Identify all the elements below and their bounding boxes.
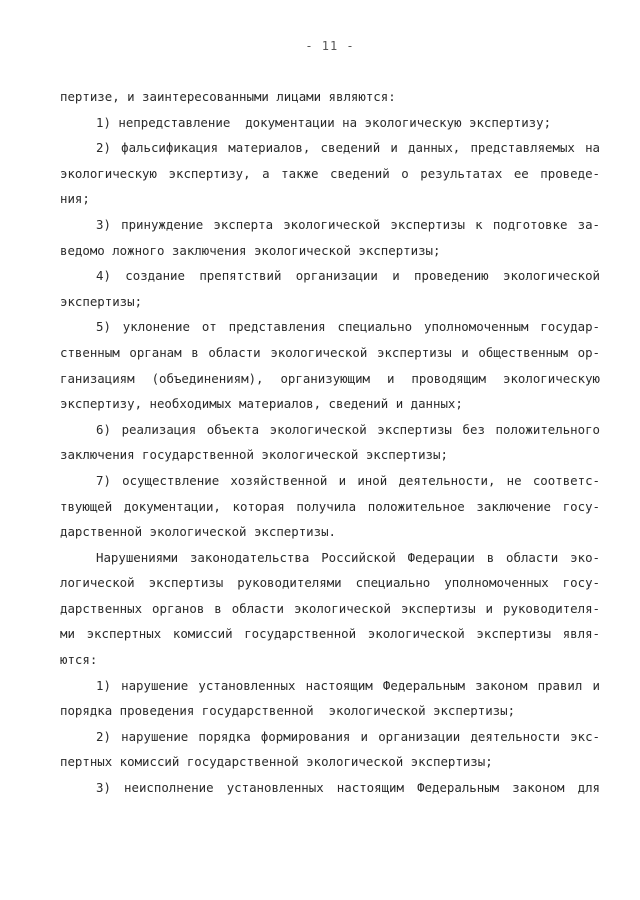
text-line: Нарушениями законодательства Российской Федерации в области эко- — [96, 549, 600, 565]
text-line: пертных комиссий государственной экологической экспертизы; — [60, 754, 493, 770]
text-line: логической экспертизы руководителями специально уполномоченных госу- — [60, 575, 600, 591]
text-line: ственным органам в области экологической экспертизы и общественным ор- — [60, 344, 600, 360]
text-line: ганизациям (объединениям), организующим и проводящим экологическую — [60, 370, 600, 386]
text-line: ются: — [60, 652, 98, 668]
text-line: 2) фальсификация материалов, сведений и данных, представляемых на — [96, 140, 600, 156]
text-line: ния; — [60, 191, 90, 207]
text-line: 5) уклонение от представления специально уполномоченным государ- — [96, 319, 600, 335]
text-line: дарственной экологической экспертизы. — [60, 524, 337, 540]
text-line: 3) неисполнение установленных настоящим Федеральным законом для — [96, 780, 600, 796]
page-number: - 11 - — [305, 39, 355, 53]
text-line: 6) реализация объекта экологической экспертизы без положительного — [96, 421, 600, 437]
text-line: 1) непредставление документации на экологическую экспертизу; — [96, 114, 552, 130]
text-line: экспертизы; — [60, 293, 143, 309]
document-body — [60, 84, 600, 801]
text-line: 7) осуществление хозяйственной и иной деятельности, не соответс- — [96, 472, 600, 488]
text-line: экспертизу, необходимых материалов, сведений и данных; — [60, 396, 463, 412]
text-line: 4) создание препятствий организации и проведению экологической — [96, 268, 600, 284]
text-line: дарственных органов в области экологической экспертизы и руководителя- — [60, 600, 600, 616]
text-line: экологическую экспертизу, а также сведений о результатах ее проведе- — [60, 165, 600, 181]
text-line: заключения государственной экологической экспертизы; — [60, 447, 448, 463]
text-line: твующей документации, которая получила положительное заключение госу- — [60, 498, 600, 514]
text-line: ведомо ложного заключения экологической экспертизы; — [60, 242, 441, 258]
text-line: 2) нарушение порядка формирования и организации деятельности экс- — [96, 728, 600, 744]
text-line: ми экспертных комиссий государственной экологической экспертизы явля- — [60, 626, 600, 642]
text-line: 1) нарушение установленных настоящим Федеральным законом правил и — [96, 677, 600, 693]
text-line: порядка проведения государственной экологической экспертизы; — [60, 703, 516, 719]
text-line: 3) принуждение эксперта экологической экспертизы к подготовке за- — [96, 216, 600, 232]
text-line: пертизе, и заинтересованными лицами являются: — [60, 89, 396, 104]
